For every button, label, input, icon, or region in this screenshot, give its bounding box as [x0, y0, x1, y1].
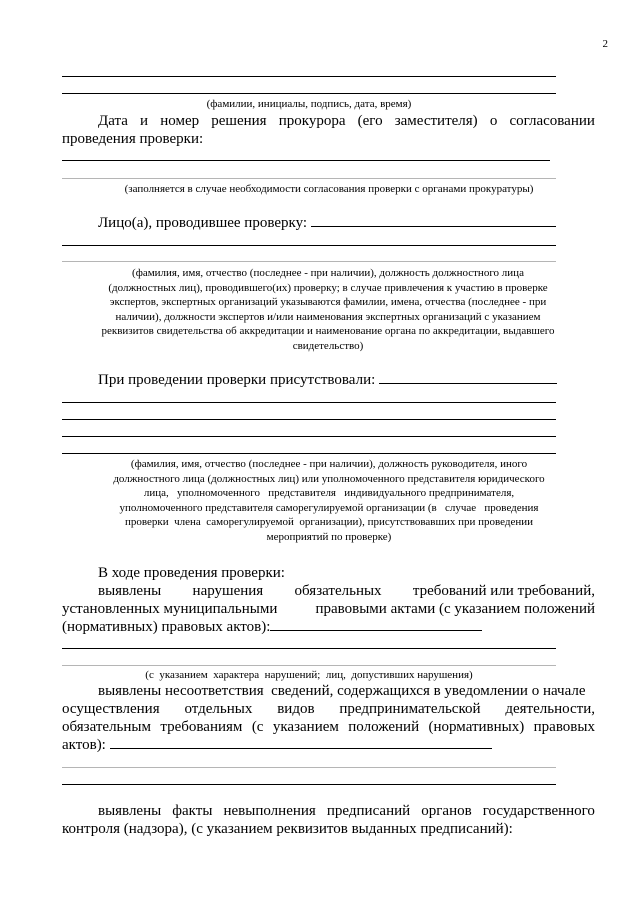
attendees-input-line[interactable] — [379, 371, 557, 384]
blank-line[interactable] — [62, 767, 556, 768]
orders-noncompliance-line1: выявлены факты невыполнения предписаний органов государственного — [98, 803, 595, 819]
blank-line[interactable] — [62, 453, 556, 454]
blank-line[interactable] — [62, 436, 556, 437]
inspector-caption: (фамилия, имя, отчество (последнее - при наличии), должность должностного лица (должностных лиц), проводившего(их) проверку; в случае привлечения к участию в проверке экспертов, экспертных организаций указываются фамилии, имена, отчества (последнее - при наличии), должности экспертов и/или наименования экспертных организаций с указанием реквизитов свидетельства об аккредитации и наименование органа по аккредитации, выдавшего свидетельство) — [101, 267, 555, 352]
word: и — [140, 113, 149, 129]
blank-line[interactable] — [62, 261, 556, 262]
violations-input-line[interactable] — [270, 618, 482, 631]
inspection-heading: В ходе проведения проверки: — [98, 565, 285, 581]
field-caption: (фамилии, инициалы, подпись, дата, время) — [206, 98, 412, 110]
blank-line[interactable] — [62, 402, 556, 403]
word: о — [489, 113, 498, 129]
inspector-label: Лицо(а), проводившее проверку: — [98, 214, 556, 232]
attendees-label: При проведении проверки присутствовали: — [98, 371, 557, 389]
blank-line[interactable] — [62, 245, 556, 246]
attendees-caption: (фамилия, имя, отчество (последнее - при наличии), должность руководителя, иного должностного лица (должностных лиц) или уполномоченного представителя юридического лица, уполномоченного представителя индивидуального предпринимателя, уполномоченного представителя саморегулируемой организации (в случае проведения проверки члена саморегулируемой организации), присутствовавших при проведении мероприятий по проверке) — [113, 458, 545, 543]
prosecutor-decision-heading — [98, 112, 595, 130]
blank-line[interactable] — [62, 648, 556, 649]
orders-noncompliance-line2: контроля (надзора), (с указанием реквизитов выданных предписаний): — [62, 821, 513, 837]
violations-caption: (с указанием характера нарушений; лиц, допустивших нарушения) — [145, 669, 473, 681]
violations-line2: установленных муниципальными правовыми актами (с указанием положений — [62, 601, 595, 617]
blank-line[interactable] — [62, 93, 556, 94]
word: номер — [160, 113, 200, 129]
word: согласовании — [509, 113, 595, 129]
notice-mismatch-line4: актов): — [62, 736, 492, 754]
notice-mismatch-line2: осуществления отдельных видов предпринимательской деятельности, — [62, 701, 595, 717]
violations-line3: (нормативных) правовых актов): — [62, 618, 482, 636]
blank-line[interactable] — [62, 76, 556, 77]
blank-line[interactable] — [62, 665, 556, 666]
page-number: 2 — [602, 38, 608, 50]
notice-mismatch-line3: обязательным требованиям (с указанием положений (нормативных) правовых — [62, 719, 595, 735]
blank-line[interactable] — [62, 160, 550, 161]
violations-line1: выявлены нарушения обязательных требований или требований, — [98, 583, 595, 599]
notice-mismatch-input-line[interactable] — [110, 736, 492, 749]
word: (его — [357, 113, 383, 129]
inspector-input-line[interactable] — [311, 214, 556, 227]
word: прокурора — [278, 113, 346, 129]
blank-line[interactable] — [62, 784, 556, 785]
field-caption: (заполняется в случае необходимости согласования проверки с органами прокуратуры) — [124, 183, 534, 195]
blank-line[interactable] — [62, 419, 556, 420]
word: решения — [211, 113, 267, 129]
blank-line[interactable] — [62, 178, 556, 179]
word: Дата — [98, 113, 128, 129]
notice-mismatch-line1: выявлены несоответствия сведений, содержащихся в уведомлении о начале — [98, 683, 586, 699]
word: заместителя) — [394, 113, 478, 129]
prosecutor-decision-heading-line2: проведения проверки: — [62, 131, 204, 147]
